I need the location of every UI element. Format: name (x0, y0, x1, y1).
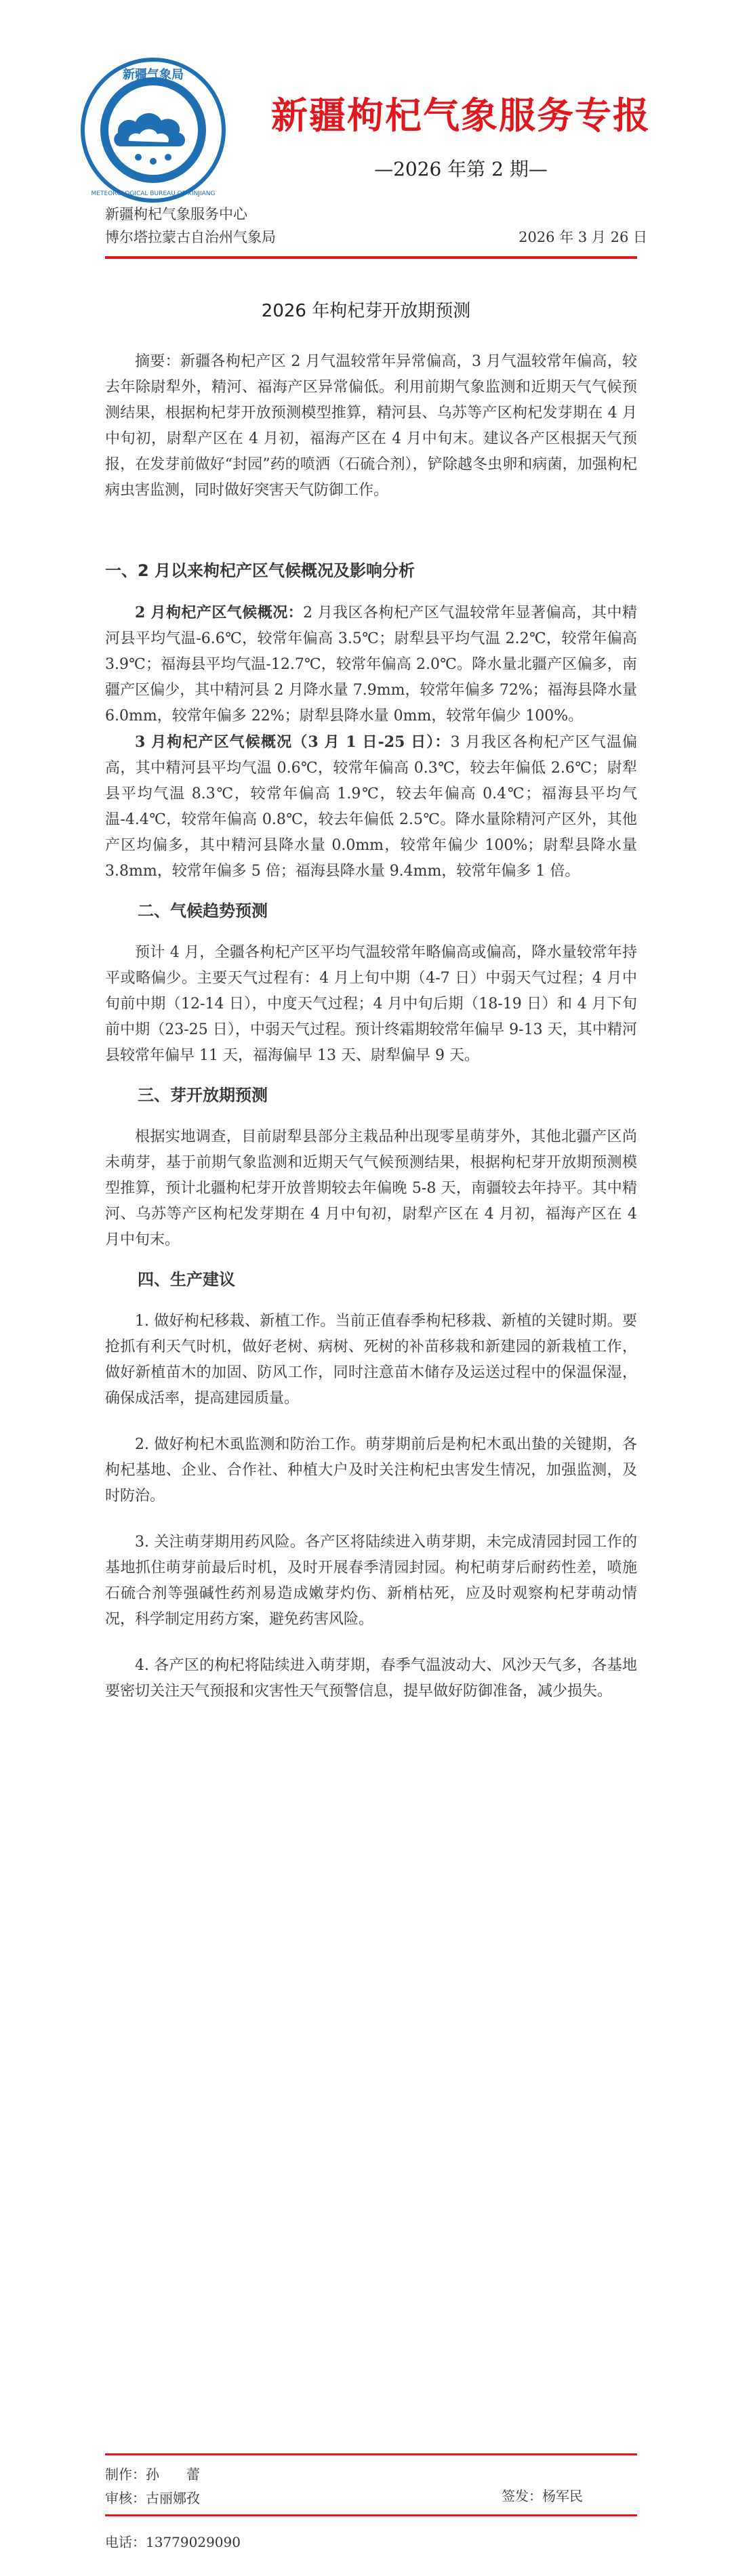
paragraph-lead: 2 月枸杞产区气候概况： (135, 604, 304, 621)
report-meta (105, 203, 647, 251)
paragraph-lead: 3 月枸杞产区气候概况（3 月 1 日-25 日）： (135, 733, 451, 751)
abstract-paragraph: 摘要：新疆各枸杞产区 2 月气温较常年异常偏高，3 月气温较常年偏高，较去年除尉犁外，精河、福海产区异常偏低。利用前期气象监测和近期天气气候预测结果，根据枸杞芽开放预测模型推算，精河县、乌苏等产区枸杞发芽期在 4 月中旬初，尉犁产区在 4 月初，福海产区在 4 月中旬末。建议各产区根据天气预报，在发芽前做好“封园”药的喷洒（石硫合剂），铲除越冬虫卵和病菌，加强枸杞病虫害监测，同时做好突害天气防御工作。 (105, 353, 637, 499)
issue-number: —2026 年第 2 期— (374, 158, 548, 180)
svg-text:新疆气象局: 新疆气象局 (123, 68, 184, 82)
document-title: 2026 年枸杞芽开放期预测 (261, 301, 471, 321)
advice-item-3: 3. 关注萌芽期用药风险。各产区将陆续进入萌芽期，未完成清园封园工作的基地抓住萌芽前最后时机，及时开展春季清园封园。枸杞萌芽后耐药性差，喷施石硫合剂等强碱性药剂易造成嫩芽灼伤、新梢枯死，应及时观察枸杞芽萌动情况，科学制定用药方案，避免药害风险。 (105, 1534, 637, 1628)
footer-phone: 电话：13779029090 (105, 2534, 241, 2550)
advice-item-1: 1. 做好枸杞移栽、新植工作。当前正值春季枸杞移栽、新植的关键时期。要抢抓有利天气时机，做好老树、病树、死树的补苗移栽和新建园的新栽植工作，做好新植苗木的加固、防风工作，同时注意苗木储存及运送过程中的保温保湿，确保成活率，提高建园质量。 (105, 1313, 637, 1407)
svg-text:METEOROLOGICAL BUREAU OF XINJI: METEOROLOGICAL BUREAU OF XINJIANG (91, 190, 216, 197)
section-3-paragraph: 根据实地调查，目前尉犁县部分主栽品种出现零星萌芽外，其他北疆产区尚未萌芽，基于前期气象监测和近期天气气候预测结果，根据枸杞芽开放期预测模型推算，预计北疆枸杞芽开放普期较去年偏晚 5-8 天，南疆较去年持平。其中精河、乌苏等产区枸杞发芽期在 4 月中旬初，尉犁产区在 4 月初，福海产区在 4 月中旬末。 (105, 1128, 637, 1248)
section-2-paragraph: 预计 4 月，全疆各枸杞产区平均气温较常年略偏高或偏高，降水量较常年持平或略偏少。主要天气过程有：4 月上旬中期（4-7 日）中弱天气过程；4 月中旬前中期（12-14 日），中度天气过程；4 月中旬后期（18-19 日）和 4 月下旬前中期（23-25 日），中弱天气过程。预计终霜期较常年偏早 9-13 天，其中精河县较常年偏早 11 天，福海偏早 13 天、尉犁偏早 9 天。 (105, 944, 637, 1064)
issue-date: 2026 年 3 月 26 日 (518, 229, 647, 245)
section-1-title: 一、2 月以来枸杞产区气候概况及影响分析 (105, 561, 415, 580)
section-1-paragraph-2 (105, 729, 637, 884)
header-divider (105, 256, 637, 259)
reviewer: 审核：古丽娜孜 (105, 2490, 200, 2506)
section-4-title: 四、生产建议 (138, 1270, 235, 1289)
advice-item-2: 2. 做好枸杞木虱监测和防治工作。萌芽期前后是枸杞木虱出蛰的关键期，各枸杞基地、企业、合作社、种植大户及时关注枸杞虫害发生情况，加强监测，及时防治。 (105, 1436, 637, 1505)
paragraph-text: 2 月我区各枸杞产区气温较常年显著偏高，其中精河县平均气温-6.6℃，较常年偏高 3.5℃；尉犁县平均气温 2.2℃，较常年偏高 3.9℃；福海县平均气温-12.7℃，较常年偏高 2.0℃。降水量北疆产区偏多，南疆产区偏少，其中精河县 2 月降水量 7.9mm，较常年偏多 72%；福海县降水量 6.0mm，较常年偏多 22%；尉犁县降水量 0mm，较常年偏少 100%。 (105, 605, 637, 724)
maker: 制作：孙 蕾 (105, 2466, 200, 2482)
document-body (105, 349, 637, 1704)
signer: 签发：杨军民 (502, 2488, 583, 2504)
issuing-center: 新疆枸杞气象服务中心 (105, 206, 247, 222)
section-2-title: 二、气候趋势预测 (138, 901, 268, 920)
footer-credits (105, 2463, 637, 2507)
paragraph-text: 3 月我区各枸杞产区气温偏高，其中精河县平均气温 0.6℃，较常年偏高 0.3℃，较去年偏低 2.6℃；尉犁县平均气温 8.3℃，较常年偏高 1.9℃，较去年偏高 0.4℃；福海县平均气温-4.4℃，较常年偏高 0.8℃，较去年偏低 2.5℃。降水量除精河产区外，其他产区均偏多，其中精河县降水量 0.0mm，较常年偏少 100%；尉犁县降水量 3.8mm，较常年偏多 5 倍；福海县降水量 9.4mm，较常年偏多 1 倍。 (105, 734, 637, 880)
footer-divider-top (105, 2453, 637, 2455)
section-1-paragraph-1 (105, 600, 637, 729)
meteorological-bureau-seal-logo (80, 57, 226, 203)
advice-item-4: 4. 各产区的枸杞将陆续进入萌芽期，春季气温波动大、风沙天气多，各基地要密切关注天气预报和灾害性天气预警信息，提早做好防御准备，减少损失。 (105, 1657, 637, 1700)
issuing-bureau: 博尔塔拉蒙古自治州气象局 (105, 229, 276, 245)
report-title: 新疆枸杞气象服务专报 (271, 94, 651, 137)
footer-divider-bottom (105, 2514, 637, 2516)
report-header (0, 0, 732, 203)
section-3-title: 三、芽开放期预测 (138, 1086, 268, 1105)
